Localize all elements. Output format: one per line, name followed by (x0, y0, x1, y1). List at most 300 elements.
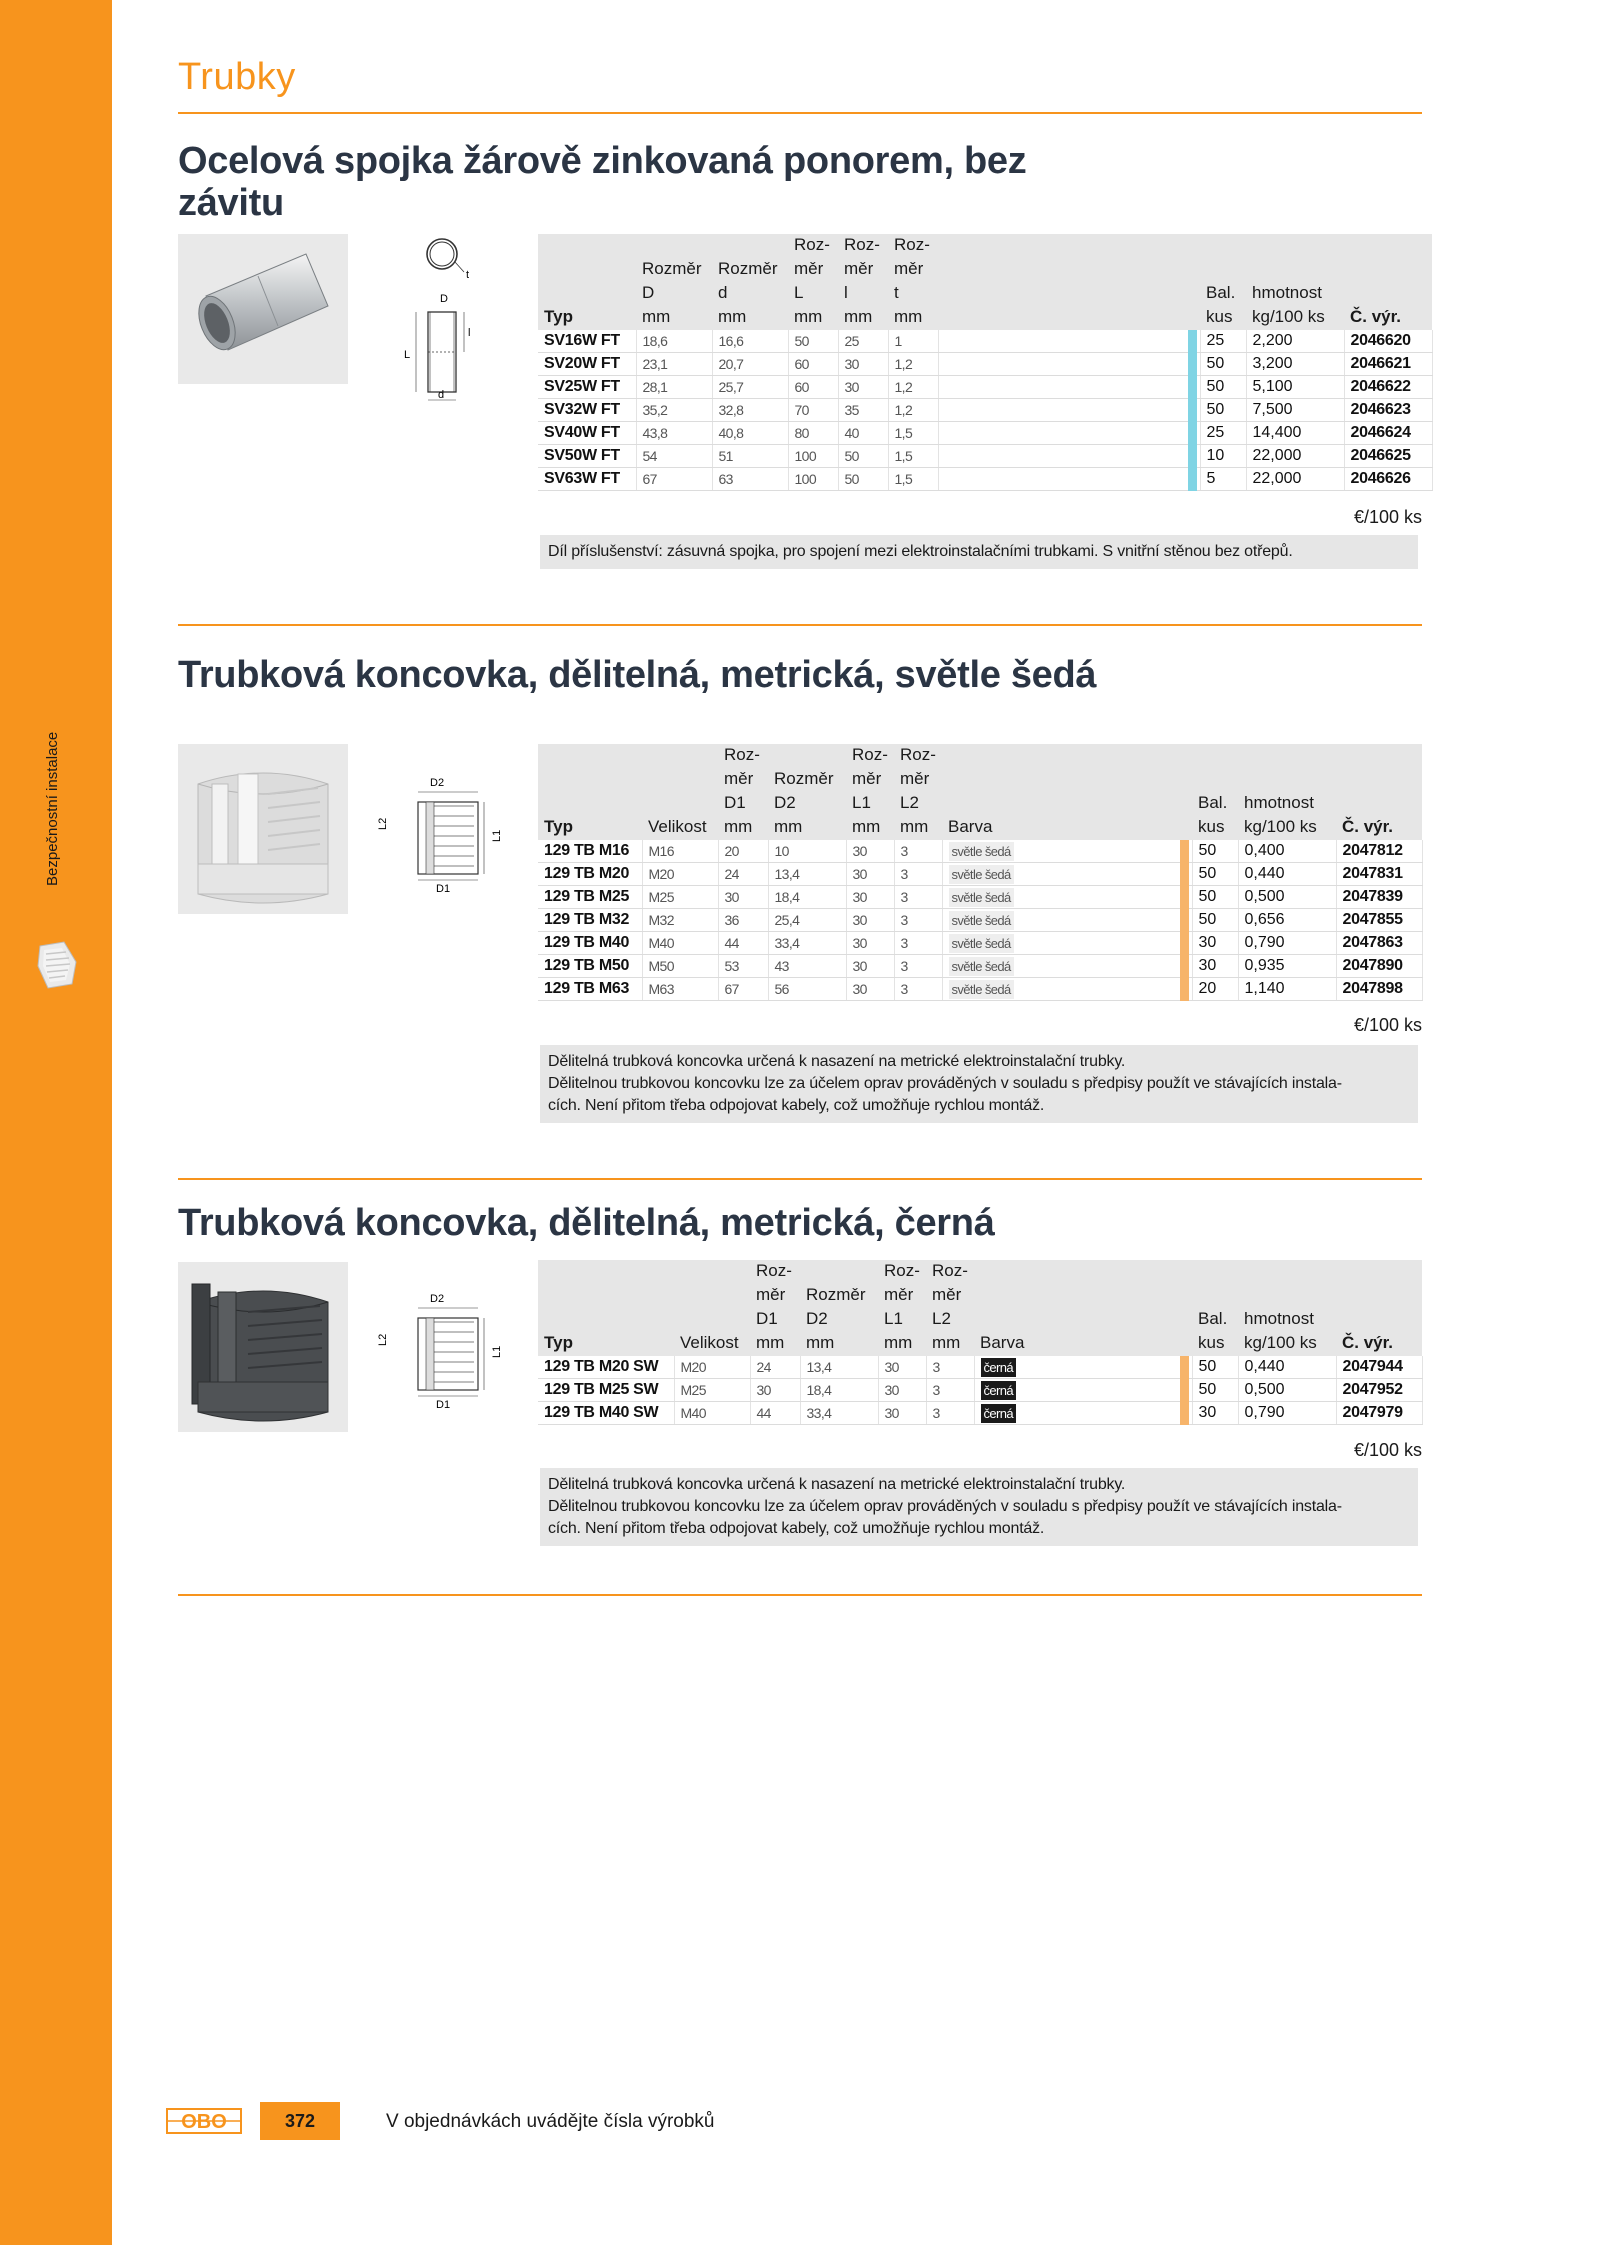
column-header (1246, 234, 1344, 258)
column-header (1336, 768, 1422, 792)
column-header: l (838, 282, 888, 306)
color-cell (974, 1402, 1184, 1425)
table-cell: 51 (712, 445, 788, 468)
color-label: světle šedá (949, 842, 1014, 861)
table-cell: 2047855 (1336, 909, 1422, 932)
column-header (1344, 282, 1432, 306)
spacer-cell (938, 399, 1192, 422)
table-cell: 30 (846, 932, 894, 955)
table-cell: 25,7 (712, 376, 788, 399)
table-cell: 30 (1192, 932, 1238, 955)
table-cell: 129 TB M20 SW (538, 1356, 674, 1379)
column-header: mm (926, 1332, 974, 1356)
table-cell: 129 TB M63 (538, 978, 642, 1001)
table-cell: 56 (768, 978, 846, 1001)
column-header (1184, 768, 1192, 792)
column-header: hmotnost (1238, 1308, 1336, 1332)
table-cell: 129 TB M25 SW (538, 1379, 674, 1402)
table-cell: 30 (846, 840, 894, 863)
page-title: Trubky (178, 56, 296, 98)
column-header: mm (888, 306, 938, 330)
row-marker (1192, 468, 1200, 491)
table-cell: 1,5 (888, 422, 938, 445)
table-cell: 1,5 (888, 445, 938, 468)
table-cell: 2046625 (1344, 445, 1432, 468)
table-cell: 13,4 (800, 1356, 878, 1379)
table-cell: M20 (642, 863, 718, 886)
table-cell: 2046620 (1344, 330, 1432, 353)
table-cell: 50 (788, 330, 838, 353)
column-header: d (712, 282, 788, 306)
table-cell: 24 (718, 863, 768, 886)
column-header: mm (800, 1332, 878, 1356)
table-cell: 40 (838, 422, 888, 445)
technical-drawing-coupling (400, 232, 490, 412)
table-cell: 3 (894, 886, 942, 909)
product-note (540, 1045, 1418, 1123)
column-header: Roz- (878, 1260, 926, 1284)
table-cell: 0,790 (1238, 1402, 1336, 1425)
table-cell: 2047979 (1336, 1402, 1422, 1425)
column-header: Roz- (846, 744, 894, 768)
sidebar-band (0, 0, 112, 2245)
column-header (538, 744, 642, 768)
table-cell: SV20W FT (538, 353, 636, 376)
table-cell: 18,4 (800, 1379, 878, 1402)
column-header (1192, 282, 1200, 306)
table-cell: 40,8 (712, 422, 788, 445)
column-header (538, 1308, 674, 1332)
product-table-black-end-caps (538, 1260, 1423, 1425)
column-header (712, 234, 788, 258)
table-cell: M40 (642, 932, 718, 955)
dim-L2: L2 (377, 1333, 389, 1346)
column-header: mm (788, 306, 838, 330)
table-row (538, 863, 1422, 886)
column-header (1238, 744, 1336, 768)
column-header: t (888, 282, 938, 306)
color-cell (942, 886, 1184, 909)
product-table-couplings (538, 234, 1433, 491)
table-cell: 70 (788, 399, 838, 422)
column-header: Typ (538, 306, 636, 330)
column-header: L2 (894, 792, 942, 816)
row-marker (1192, 399, 1200, 422)
column-header (1336, 744, 1422, 768)
column-header: kus (1192, 1332, 1238, 1356)
column-header (642, 792, 718, 816)
column-header (1184, 792, 1192, 816)
column-header: D1 (718, 792, 768, 816)
table-cell: 50 (1200, 353, 1246, 376)
column-header: kg/100 ks (1238, 1332, 1336, 1356)
column-header (1184, 1308, 1192, 1332)
table-cell: 18,6 (636, 330, 712, 353)
table-cell: 129 TB M20 (538, 863, 642, 886)
note-line: Dělitelná trubková koncovka určená k nasazení na metrické elektroinstalační trubky. (548, 1476, 1126, 1493)
table-cell: 2047898 (1336, 978, 1422, 1001)
product-table-grey-end-caps (538, 744, 1423, 1001)
table-cell: 3 (894, 840, 942, 863)
table-row (538, 445, 1432, 468)
table-cell: 53 (718, 955, 768, 978)
table-header-row (538, 768, 1422, 792)
table-row (538, 840, 1422, 863)
table-cell: 50 (1200, 399, 1246, 422)
table-row (538, 330, 1432, 353)
table-cell: 0,440 (1238, 863, 1336, 886)
color-label: černá (981, 1404, 1017, 1423)
table-cell: 50 (1192, 886, 1238, 909)
column-header: měr (878, 1284, 926, 1308)
table-cell: 30 (846, 863, 894, 886)
table-cell: 22,000 (1246, 468, 1344, 491)
column-header: mm (768, 816, 846, 840)
table-cell: 35,2 (636, 399, 712, 422)
row-marker (1184, 886, 1192, 909)
column-header (974, 1260, 1184, 1284)
column-header: Rozměr (768, 768, 846, 792)
table-cell: SV16W FT (538, 330, 636, 353)
color-label: černá (981, 1381, 1017, 1400)
column-header (974, 1284, 1184, 1308)
column-header: D1 (750, 1308, 800, 1332)
section-title: Ocelová spojka žárově zinkovaná ponorem, bez závitu (178, 140, 1027, 224)
table-cell: 129 TB M16 (538, 840, 642, 863)
table-cell: 22,000 (1246, 445, 1344, 468)
color-cell (942, 863, 1184, 886)
table-row (538, 1379, 1422, 1402)
table-cell: 3 (894, 909, 942, 932)
table-cell: 30 (846, 909, 894, 932)
color-cell (942, 909, 1184, 932)
table-header-row (538, 1260, 1422, 1284)
column-header: Barva (942, 816, 1184, 840)
color-cell (942, 978, 1184, 1001)
dim-L2: L2 (377, 817, 389, 830)
table-cell: 80 (788, 422, 838, 445)
column-header: měr (846, 768, 894, 792)
dim-d: d (438, 389, 445, 401)
table-cell: 2047812 (1336, 840, 1422, 863)
color-label: světle šedá (949, 957, 1014, 976)
table-cell: 5 (1200, 468, 1246, 491)
color-cell (974, 1379, 1184, 1402)
table-cell: 1,2 (888, 353, 938, 376)
column-header (538, 282, 636, 306)
column-header: Č. výr. (1336, 816, 1422, 840)
column-header (1184, 816, 1192, 840)
table-cell: M20 (674, 1356, 750, 1379)
table-row (538, 376, 1432, 399)
column-header: mm (718, 816, 768, 840)
table-cell: 30 (878, 1402, 926, 1425)
column-header: Bal. (1200, 282, 1246, 306)
table-cell: 1,5 (888, 468, 938, 491)
column-header (642, 744, 718, 768)
product-photo-black-end-cap (178, 1262, 348, 1432)
column-header (1184, 1260, 1192, 1284)
table-cell: 0,790 (1238, 932, 1336, 955)
table-cell: 23,1 (636, 353, 712, 376)
column-header (1200, 258, 1246, 282)
row-marker (1184, 1356, 1192, 1379)
table-cell: 60 (788, 376, 838, 399)
dim-D2: D2 (430, 777, 445, 789)
column-header: L (788, 282, 838, 306)
dim-D1: D1 (436, 883, 451, 892)
page-number: 372 (260, 2102, 340, 2140)
table-cell: 3 (894, 955, 942, 978)
column-header (1336, 1308, 1422, 1332)
table-cell: 2047952 (1336, 1379, 1422, 1402)
column-header (1336, 1260, 1422, 1284)
column-header (938, 282, 1192, 306)
column-header: Roz- (750, 1260, 800, 1284)
price-unit: €/100 ks (1353, 1015, 1422, 1035)
table-row (538, 353, 1432, 376)
table-cell: 33,4 (768, 932, 846, 955)
dim-L1: L1 (491, 1345, 503, 1358)
column-header: Barva (974, 1332, 1184, 1356)
table-cell: 20,7 (712, 353, 788, 376)
table-cell: SV50W FT (538, 445, 636, 468)
spacer-cell (938, 445, 1192, 468)
table-row (538, 399, 1432, 422)
table-cell: M63 (642, 978, 718, 1001)
column-header (1246, 258, 1344, 282)
column-header: L1 (878, 1308, 926, 1332)
row-marker (1192, 330, 1200, 353)
table-cell: 1,2 (888, 399, 938, 422)
table-cell: 0,440 (1238, 1356, 1336, 1379)
table-cell: 129 TB M25 (538, 886, 642, 909)
table-cell: 30 (846, 886, 894, 909)
table-cell: 0,656 (1238, 909, 1336, 932)
column-header: mm (838, 306, 888, 330)
table-cell: 13,4 (768, 863, 846, 886)
table-row (538, 886, 1422, 909)
column-header: Roz- (838, 234, 888, 258)
table-cell: 2047890 (1336, 955, 1422, 978)
column-header (1192, 306, 1200, 330)
table-cell: 1,2 (888, 376, 938, 399)
table-cell: 1,140 (1238, 978, 1336, 1001)
column-header (1238, 1260, 1336, 1284)
sidebar-label: Bezpečnostní instalace (44, 731, 61, 886)
table-cell: 43,8 (636, 422, 712, 445)
technical-drawing-end-cap (374, 772, 514, 892)
table-cell: 129 TB M40 (538, 932, 642, 955)
section-title: Trubková koncovka, dělitelná, metrická, světle šedá (178, 654, 1097, 696)
table-cell: 20 (1192, 978, 1238, 1001)
column-header: Roz- (888, 234, 938, 258)
dim-t: t (466, 269, 470, 281)
column-header: Roz- (718, 744, 768, 768)
table-cell: 16,6 (712, 330, 788, 353)
table-cell: 20 (718, 840, 768, 863)
column-header: Velikost (642, 816, 718, 840)
table-cell: 2047944 (1336, 1356, 1422, 1379)
dim-l: l (468, 327, 471, 339)
column-header: měr (718, 768, 768, 792)
column-header: kg/100 ks (1238, 816, 1336, 840)
table-cell: 14,400 (1246, 422, 1344, 445)
column-header (942, 792, 1184, 816)
column-header (1336, 792, 1422, 816)
table-cell: 54 (636, 445, 712, 468)
table-cell: 3 (894, 932, 942, 955)
column-header (1184, 1284, 1192, 1308)
table-cell: SV25W FT (538, 376, 636, 399)
column-header: Bal. (1192, 1308, 1238, 1332)
row-marker (1184, 1402, 1192, 1425)
technical-drawing-end-cap (374, 1288, 514, 1408)
table-cell: 100 (788, 468, 838, 491)
color-cell (942, 932, 1184, 955)
table-cell: 10 (768, 840, 846, 863)
note-line: cích. Není přitom třeba odpojovat kabely, což umožňuje rychlou montáž. (548, 1520, 1045, 1537)
column-header: měr (894, 768, 942, 792)
table-cell: 50 (1192, 1356, 1238, 1379)
table-cell: 30 (1192, 955, 1238, 978)
table-header-row (538, 282, 1432, 306)
table-cell: 0,935 (1238, 955, 1336, 978)
footer-text: V objednávkách uvádějte čísla výrobků (386, 2111, 715, 2132)
header-rule (178, 112, 1422, 114)
table-cell: 3 (926, 1379, 974, 1402)
table-cell: 129 TB M40 SW (538, 1402, 674, 1425)
table-cell: 0,500 (1238, 886, 1336, 909)
column-header: D2 (800, 1308, 878, 1332)
table-cell: 43 (768, 955, 846, 978)
table-cell: 67 (718, 978, 768, 1001)
column-header: Bal. (1192, 792, 1238, 816)
table-cell: 2046624 (1344, 422, 1432, 445)
table-cell: 30 (838, 353, 888, 376)
table-header-row (538, 792, 1422, 816)
spacer-cell (938, 330, 1192, 353)
table-header-row (538, 306, 1432, 330)
column-header (538, 1284, 674, 1308)
section-rule (178, 1178, 1422, 1180)
table-cell: 3 (894, 863, 942, 886)
column-header (1192, 744, 1238, 768)
column-header (1344, 258, 1432, 282)
table-cell: 25 (838, 330, 888, 353)
column-header: hmotnost (1246, 282, 1344, 306)
table-cell: 2047863 (1336, 932, 1422, 955)
table-row (538, 955, 1422, 978)
table-cell: 10 (1200, 445, 1246, 468)
column-header: Č. výr. (1344, 306, 1432, 330)
column-header: L1 (846, 792, 894, 816)
table-cell: 44 (718, 932, 768, 955)
table-header-row (538, 816, 1422, 840)
column-header (636, 234, 712, 258)
row-marker (1184, 909, 1192, 932)
color-label: světle šedá (949, 888, 1014, 907)
table-cell: 2046621 (1344, 353, 1432, 376)
shield-icon (34, 940, 80, 990)
column-header (538, 1260, 674, 1284)
table-cell: 30 (846, 955, 894, 978)
column-header: Roz- (788, 234, 838, 258)
column-header: Rozměr (800, 1284, 878, 1308)
logo-text: OBO (181, 2111, 227, 2133)
price-unit: €/100 ks (1353, 1440, 1422, 1460)
table-row (538, 978, 1422, 1001)
column-header: mm (878, 1332, 926, 1356)
column-header: měr (788, 258, 838, 282)
column-header (1200, 234, 1246, 258)
table-cell: 50 (838, 468, 888, 491)
table-cell: 7,500 (1246, 399, 1344, 422)
column-header (938, 234, 1192, 258)
column-header: Rozměr (712, 258, 788, 282)
row-marker (1192, 376, 1200, 399)
column-header: měr (750, 1284, 800, 1308)
column-header (1238, 1284, 1336, 1308)
table-cell: 30 (878, 1356, 926, 1379)
column-header (942, 768, 1184, 792)
column-header: L2 (926, 1308, 974, 1332)
table-cell: 25,4 (768, 909, 846, 932)
table-header-row (538, 234, 1432, 258)
row-marker (1184, 863, 1192, 886)
section-rule (178, 1594, 1422, 1596)
table-cell: 60 (788, 353, 838, 376)
table-cell: 1 (888, 330, 938, 353)
column-header (1192, 1284, 1238, 1308)
column-header (538, 768, 642, 792)
column-header (1192, 258, 1200, 282)
table-row (538, 468, 1432, 491)
obo-logo (166, 2108, 242, 2134)
note-line: cích. Není přitom třeba odpojovat kabely, což umožňuje rychlou montáž. (548, 1097, 1045, 1114)
column-header: D2 (768, 792, 846, 816)
table-cell: 3 (894, 978, 942, 1001)
table-cell: 18,4 (768, 886, 846, 909)
table-cell: 2046626 (1344, 468, 1432, 491)
color-label: světle šedá (949, 865, 1014, 884)
table-cell: 0,400 (1238, 840, 1336, 863)
table-cell: M25 (674, 1379, 750, 1402)
dim-D2: D2 (430, 1293, 445, 1305)
column-header (974, 1308, 1184, 1332)
table-cell: 36 (718, 909, 768, 932)
table-cell: 67 (636, 468, 712, 491)
column-header (1192, 1260, 1238, 1284)
table-cell: 33,4 (800, 1402, 878, 1425)
column-header: Roz- (926, 1260, 974, 1284)
table-cell: 30 (718, 886, 768, 909)
table-cell: 2047839 (1336, 886, 1422, 909)
row-marker (1184, 955, 1192, 978)
column-header: měr (926, 1284, 974, 1308)
table-cell: M32 (642, 909, 718, 932)
column-header (1344, 234, 1432, 258)
table-row (538, 1402, 1422, 1425)
row-marker (1184, 1379, 1192, 1402)
table-cell: 129 TB M32 (538, 909, 642, 932)
color-cell (942, 955, 1184, 978)
column-header: Typ (538, 816, 642, 840)
dim-D: D (440, 293, 448, 305)
column-header (538, 792, 642, 816)
table-row (538, 932, 1422, 955)
table-cell: M50 (642, 955, 718, 978)
